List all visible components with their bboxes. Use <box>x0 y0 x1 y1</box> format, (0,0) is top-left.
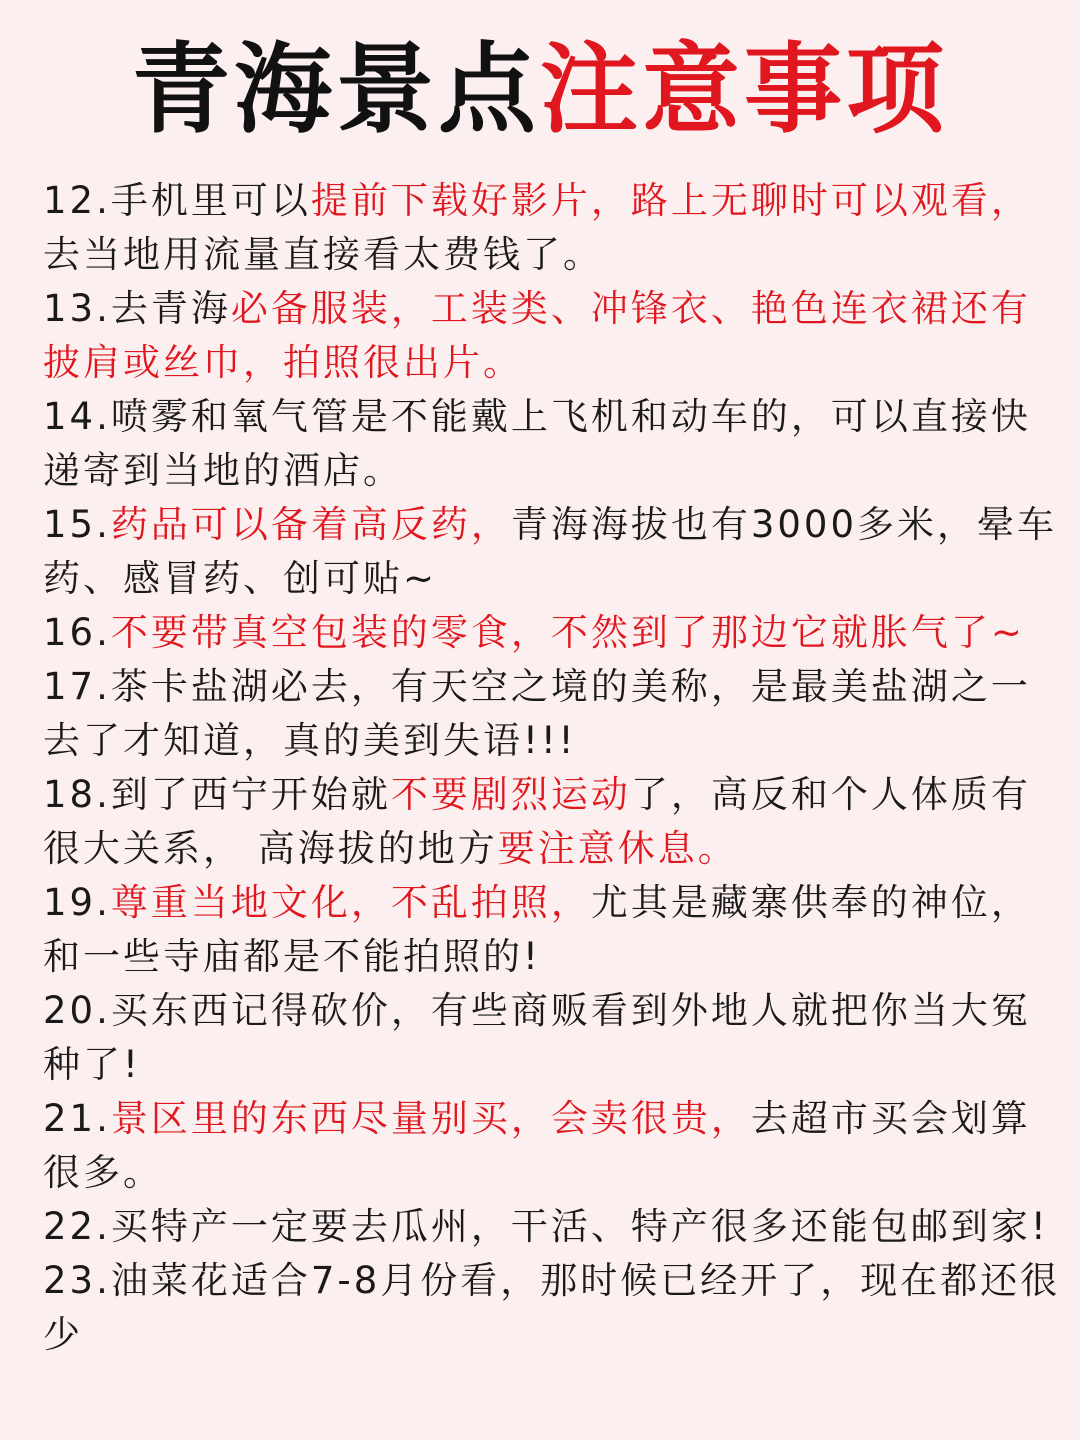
tip-item <box>43 1200 1067 1254</box>
tip-item <box>43 768 1067 876</box>
tip-text: 18.到了西宁开始就 <box>43 773 391 816</box>
tip-text: 13.去青海 <box>43 287 231 330</box>
tip-item <box>43 1092 1067 1200</box>
tips-list <box>43 174 1067 1362</box>
tip-text: 12.手机里可以 <box>43 179 311 222</box>
tip-highlight: 不要带真空包装的零食，不然到了那边它就胀气了~ <box>110 611 1025 654</box>
tip-text: 23.油菜花适合7-8月份看，那时候已经开了，现在都还很少 <box>43 1259 1061 1356</box>
tip-item <box>43 1254 1067 1362</box>
tip-item <box>43 390 1067 498</box>
tip-item <box>43 660 1067 768</box>
tip-highlight: 药品可以备着高反药， <box>110 503 511 546</box>
tip-item <box>43 606 1067 660</box>
title-black-part: 青海景点 <box>131 33 540 147</box>
tip-item <box>43 876 1067 984</box>
tip-text: 16. <box>43 611 111 654</box>
tip-text: 17.茶卡盐湖必去，有天空之境的美称，是最美盐湖之一去了才知道，真的美到失语!!! <box>43 665 1031 762</box>
tip-text: 20.买东西记得砍价，有些商贩看到外地人就把你当大冤种了! <box>43 989 1031 1086</box>
tip-highlight: 景区里的东西尽量别买，会卖很贵， <box>110 1097 751 1140</box>
tip-item <box>43 984 1067 1092</box>
tip-text: 青海海拔也有3000多米，晕车药、感冒药、创可贴~ <box>43 503 1058 600</box>
tip-item <box>43 174 1067 282</box>
tip-highlight: 尊重当地文化，不乱拍照， <box>110 881 591 924</box>
tip-text: 15. <box>43 503 111 546</box>
tip-text: 19. <box>43 881 111 924</box>
page-title <box>0 30 1080 150</box>
title-red-part: 注意事项 <box>540 33 949 147</box>
tip-highlight: 要注意休息。 <box>497 827 738 870</box>
tip-text: 21. <box>43 1097 111 1140</box>
tip-text: 14.喷雾和氧气管是不能戴上飞机和动车的，可以直接快递寄到当地的酒店。 <box>43 395 1031 492</box>
tip-highlight: 必备服装，工装类、冲锋衣、艳色连衣裙还有披肩或丝巾，拍照很出片。 <box>43 287 1031 384</box>
tip-item <box>43 282 1067 390</box>
tip-highlight: 提前下载好影片，路上无聊时可以观看， <box>310 179 1031 222</box>
tip-item <box>43 498 1067 606</box>
tip-highlight: 不要剧烈运动 <box>390 773 631 816</box>
tip-text: 尤其是藏寨供奉的神位，和一些寺庙都是不能拍照的! <box>43 881 1031 978</box>
tip-text: 去当地用流量直接看太费钱了。 <box>43 233 603 276</box>
tip-text: 了，高反和个人体质有很大关系， 高海拔的地方 <box>43 773 1031 870</box>
tip-text: 22.买特产一定要去瓜州，干活、特产很多还能包邮到家! <box>43 1205 1049 1248</box>
tip-text: 去超市买会划算很多。 <box>43 1097 1031 1194</box>
